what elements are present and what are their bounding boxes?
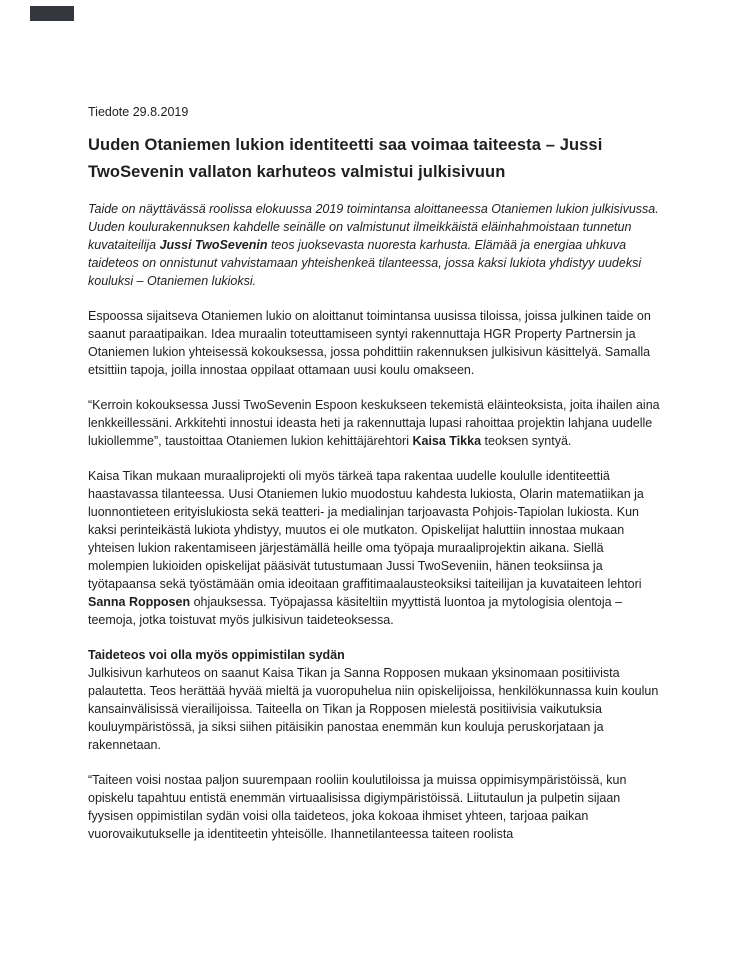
body-paragraph-4: Julkisivun karhuteos on saanut Kaisa Tikan ja Sanna Ropposen mukaan yksinomaan positiivista palautetta. Teos herättää hyvää mieltä ja vuoropuhelua niin opiskelijoissa, henkilökunnassa kuin koulun kansainvälisissä vierailijoissa. Taiteella on Tikan ja Ropposen mielestä positiivisia vaikutuksia kouluympäristössä, ja siksi siihen pitäisikin panostaa enemmän kun kouluja peruskorjataan ja rakennetaan. — [88, 666, 659, 752]
body-paragraph-2-quote: “Kerroin kokouksessa Jussi TwoSevenin Espoon keskukseen tekemistä eläinteoksista, joita ihailen aina lenkkeillessäni. Arkkitehti innostui ideasta heti ja rakennuttaja lupasi rahoittaa projektin lahjana uudelle lukiollemme”, taustoittaa Otaniemen lukion kehittäjärehtori Kaisa Tikka teoksen syntyä. — [88, 398, 660, 448]
document-content — [88, 103, 664, 860]
corner-logo-fragment — [30, 6, 74, 21]
body-paragraph-1: Espoossa sijaitseva Otaniemen lukio on aloittanut toimintansa uusissa tiloissa, joissa julkinen taide on saanut paraatipaikan. Idea muraalin toteuttamiseen syntyi rakennuttaja HGR Property Partnersin ja Otaniemen lukion yhteisessä kokouksessa, jossa pohdittiin rakennuksen julkisivun käsittelyä. Samalla etsittiin tapoja, joilla innostaa oppilaat ottamaan uusi koulu omakseen. — [88, 309, 651, 377]
date-line: Tiedote 29.8.2019 — [88, 105, 189, 119]
body-paragraph-5-quote: “Taiteen voisi nostaa paljon suurempaan rooliin koulutiloissa ja muissa oppimisympäristöissä, kun opiskelu tapahtuu entistä enemmän virtuaalisissa digiympäristöissä. Liitutaulun ja pulpetin sijaan fyysisen oppimistilan sydän voisi olla taideteos, joka kokoaa ihmiset yhteen, tarjoaa paikan vuorovaikutukselle ja identiteetin yhteisölle. Ihannetilanteessa taiteen roolista — [88, 773, 627, 841]
body-paragraph-3: Kaisa Tikan mukaan muraaliprojekti oli myös tärkeä tapa rakentaa uudelle koululle identiteettiä haastavassa tilanteessa. Uusi Otaniemen lukio muodostuu kahdesta lukiosta, Olarin matematiikan ja luonnontieteen erityislukiosta sekä teatteri- ja medialinjan tarjoavasta Pohjois-Tapiolan lukiosta. Kun kaksi perinteikästä lukiota yhdistyy, muutos ei ole mutkaton. Opiskelijat haluttiin innostaa mukaan yhteisen lukion rakentamiseen järjestämällä heille oma työpaja muraaliprojektin aikana. Siellä molempien lukioiden opiskelijat pääsivät tutustumaan Jussi TwoSeveniin, hänen teoksiinsa ja työtapaansa sekä työstämään omia ideoitaan graffitimaalausteoksiksi taiteilijan ja kuvataiteen lehtori Sanna Ropposen ohjauksessa. Työpajassa käsiteltiin myyttistä luontoa ja mytologisia olentoja – teemoja, jotka toistuvat myös julkisivun taideteoksessa. — [88, 469, 644, 627]
subheading: Taideteos voi olla myös oppimistilan sydän — [88, 648, 345, 662]
lead-paragraph: Taide on näyttävässä roolissa elokuussa 2019 toimintansa aloittaneessa Otaniemen lukion julkisivussa. Uuden koulurakennuksen kahdelle seinälle on valmistunut ilmeikkäistä eläinhahmoistaan tunnetun kuvataiteilija Jussi TwoSevenin teos juoksevasta nuoresta karhusta. Elämää ja energiaa uhkuva taideteos on onnistunut vahvistamaan yhteishenkeä tilanteessa, jossa kaksi lukiota yhdistyy uudeksi kouluksi – Otaniemen lukioksi. — [88, 202, 659, 288]
page-title: Uuden Otaniemen lukion identiteetti saa voimaa taiteesta – Jussi TwoSevenin vallaton karhuteos valmistui julkisivuun — [88, 136, 603, 181]
